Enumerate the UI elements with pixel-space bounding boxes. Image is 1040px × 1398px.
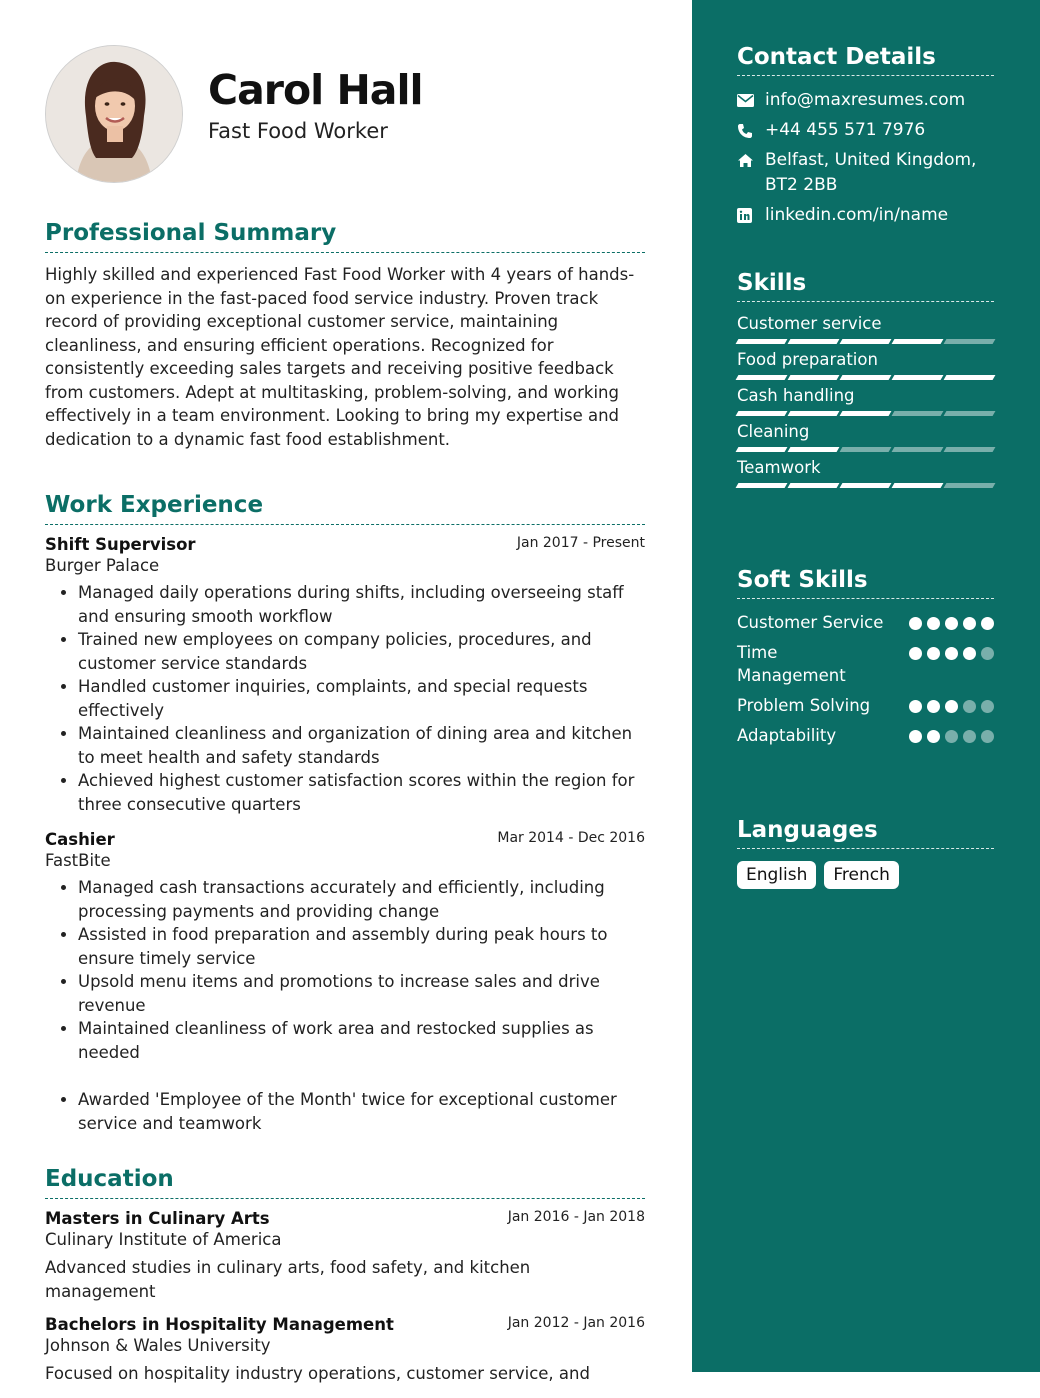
skill-bar-segment: [840, 339, 892, 344]
education-description: Advanced studies in culinary arts, food safety, and kitchen management: [45, 1258, 531, 1301]
contact-email: [737, 88, 994, 113]
contact-phone: [737, 118, 994, 143]
job-company: FastBite: [45, 851, 111, 870]
home-icon: [737, 148, 765, 173]
contact-address: [737, 148, 994, 198]
rating-dot: [963, 617, 976, 630]
envelope-icon: [737, 88, 765, 113]
rating-dot: [945, 700, 958, 713]
education-heading: Education: [45, 1166, 645, 1199]
skill-bar-segment: [840, 483, 892, 488]
job-bullets: [45, 581, 645, 816]
skill-name: Customer service: [737, 314, 882, 333]
summary-heading: Professional Summary: [45, 220, 645, 253]
job-bullet: • Achieved highest customer satisfaction scores within the region for three consecutive quarters: [78, 769, 645, 816]
soft-skills-heading: Soft Skills: [737, 567, 994, 599]
experience-heading: Work Experience: [45, 492, 645, 525]
skill-item: [737, 350, 994, 380]
contact-section: [737, 44, 994, 233]
skill-bar: [737, 483, 994, 488]
rating-dot: [927, 647, 940, 660]
soft-skill-item: [737, 611, 994, 634]
rating-dot: [909, 617, 922, 630]
skill-bar: [737, 375, 994, 380]
job-bullet: • Maintained cleanliness and organization of dining area and kitchen to meet health and safety standards: [78, 722, 645, 769]
skills-list: [737, 314, 994, 488]
soft-skill-rating: [909, 647, 994, 660]
education-date: Jan 2016 - Jan 2018: [507, 1209, 645, 1225]
summary-text: Highly skilled and experienced Fast Food Worker with 4 years of hands-on experience in the fast-paced food service industry. Proven track record of providing exceptional customer service, maintaining cleanliness, and ensuring efficient operations. Recognized for consistently exceeding sales targets and receiving positive feedback from customers. Adept at multitasking, problem-solving, and working effectively in a team environment. Looking to bring my expertise and dedication to a dynamic fast food establishment.: [45, 265, 635, 449]
skill-bar-segment: [736, 411, 788, 416]
languages-list: [737, 861, 994, 889]
rating-dot: [945, 617, 958, 630]
job-bullet: • Trained new employees on company policies, procedures, and customer service standards: [78, 628, 645, 675]
email-text[interactable]: info@maxresumes.com: [765, 90, 966, 110]
education-description: Focused on hospitality industry operations, customer service, and: [45, 1364, 590, 1383]
skill-bar-segment: [840, 447, 892, 452]
skill-bar-segment: [788, 483, 840, 488]
soft-skill-rating: [909, 700, 994, 713]
soft-skill-item: [737, 724, 994, 747]
sidebar: [692, 0, 1040, 1372]
rating-dot: [963, 647, 976, 660]
rating-dot: [927, 700, 940, 713]
job-entry: [45, 535, 645, 816]
skill-bar-segment: [788, 411, 840, 416]
phone-text[interactable]: +44 455 571 7976: [765, 120, 926, 140]
skill-bar-segment: [892, 447, 944, 452]
rating-dot: [945, 730, 958, 743]
rating-dot: [927, 617, 940, 630]
skill-bar-segment: [736, 483, 788, 488]
rating-dot: [981, 730, 994, 743]
soft-skills-section: [737, 567, 994, 754]
education-entry: [45, 1209, 645, 1303]
soft-skill-rating: [909, 730, 994, 743]
skill-name: Cleaning: [737, 422, 810, 441]
rating-dot: [909, 647, 922, 660]
skill-bar-segment: [944, 339, 996, 344]
soft-skill-item: [737, 641, 994, 687]
job-bullet: • Awarded 'Employee of the Month' twice for exceptional customer service and teamwork: [78, 1088, 645, 1135]
soft-skill-name: Problem Solving: [737, 696, 871, 715]
experience-section: [45, 492, 645, 1147]
rating-dot: [981, 647, 994, 660]
skill-name: Food preparation: [737, 350, 878, 369]
languages-section: [737, 817, 994, 889]
contact-heading: Contact Details: [737, 44, 994, 76]
skill-bar: [737, 447, 994, 452]
language-tag: French: [824, 861, 899, 889]
job-company: Burger Palace: [45, 556, 160, 575]
soft-skill-name: Customer Service: [737, 613, 884, 632]
rating-dot: [909, 700, 922, 713]
candidate-title: Fast Food Worker: [208, 119, 388, 143]
soft-skill-name: Adaptability: [737, 726, 837, 745]
job-date: Mar 2014 - Dec 2016: [497, 830, 645, 846]
job-bullet: • Maintained cleanliness of work area and restocked supplies as needed: [78, 1017, 645, 1064]
rating-dot: [927, 730, 940, 743]
rating-dot: [945, 647, 958, 660]
rating-dot: [963, 700, 976, 713]
skill-bar-segment: [892, 411, 944, 416]
linkedin-icon: [737, 203, 765, 228]
job-bullet: • Managed cash transactions accurately and efficiently, including processing payments and providing change: [78, 876, 645, 923]
skill-bar-segment: [736, 447, 788, 452]
skill-bar-segment: [736, 339, 788, 344]
skill-bar-segment: [944, 375, 996, 380]
skill-bar-segment: [892, 339, 944, 344]
skill-bar-segment: [944, 411, 996, 416]
profile-photo: [45, 45, 183, 183]
contact-linkedin: [737, 203, 994, 228]
skills-section: [737, 270, 994, 494]
degree-title: Masters in Culinary Arts: [45, 1209, 270, 1228]
portrait-image: [46, 46, 182, 182]
skill-bar-segment: [736, 375, 788, 380]
skill-bar: [737, 411, 994, 416]
skill-bar-segment: [788, 447, 840, 452]
skill-bar: [737, 339, 994, 344]
degree-title: Bachelors in Hospitality Management: [45, 1315, 394, 1334]
skill-bar-segment: [840, 411, 892, 416]
candidate-name: Carol Hall: [208, 66, 423, 114]
skill-item: [737, 422, 994, 452]
skills-heading: Skills: [737, 270, 994, 302]
education-date: Jan 2012 - Jan 2016: [507, 1315, 645, 1331]
school-name: Johnson & Wales University: [45, 1336, 271, 1355]
soft-skill-rating: [909, 617, 994, 630]
language-tag: English: [737, 861, 816, 889]
job-entry: [45, 830, 645, 1135]
rating-dot: [981, 617, 994, 630]
skill-name: Teamwork: [737, 458, 821, 477]
school-name: Culinary Institute of America: [45, 1230, 282, 1249]
job-bullet: • Upsold menu items and promotions to increase sales and drive revenue: [78, 970, 645, 1017]
skill-bar-segment: [892, 375, 944, 380]
job-title: Cashier: [45, 830, 115, 849]
skill-name: Cash handling: [737, 386, 855, 405]
rating-dot: [909, 730, 922, 743]
skill-bar-segment: [788, 375, 840, 380]
phone-icon: [737, 118, 765, 143]
job-bullet: • Handled customer inquiries, complaints, and special requests effectively: [78, 675, 645, 722]
soft-skill-item: [737, 694, 994, 717]
skill-bar-segment: [944, 447, 996, 452]
skill-item: [737, 314, 994, 344]
job-bullet: • Assisted in food preparation and assembly during peak hours to ensure timely service: [78, 923, 645, 970]
skill-item: [737, 386, 994, 416]
linkedin-text[interactable]: linkedin.com/in/name: [765, 205, 949, 225]
education-section: [45, 1166, 645, 1398]
soft-skill-name: Time Management: [737, 643, 846, 685]
address-text: Belfast, United Kingdom, BT2 2BB: [765, 150, 977, 195]
job-bullet: • Managed daily operations during shifts, including overseeing staff and ensuring smooth workflow: [78, 581, 645, 628]
skill-bar-segment: [840, 375, 892, 380]
skill-bar-segment: [892, 483, 944, 488]
job-bullets: [45, 876, 645, 1135]
job-date: Jan 2017 - Present: [516, 535, 645, 551]
skill-bar-segment: [788, 339, 840, 344]
skill-bar-segment: [944, 483, 996, 488]
languages-heading: Languages: [737, 817, 994, 849]
rating-dot: [981, 700, 994, 713]
job-title: Shift Supervisor: [45, 535, 196, 554]
skill-item: [737, 458, 994, 488]
summary-section: [45, 220, 645, 451]
rating-dot: [963, 730, 976, 743]
education-entry: [45, 1315, 645, 1386]
